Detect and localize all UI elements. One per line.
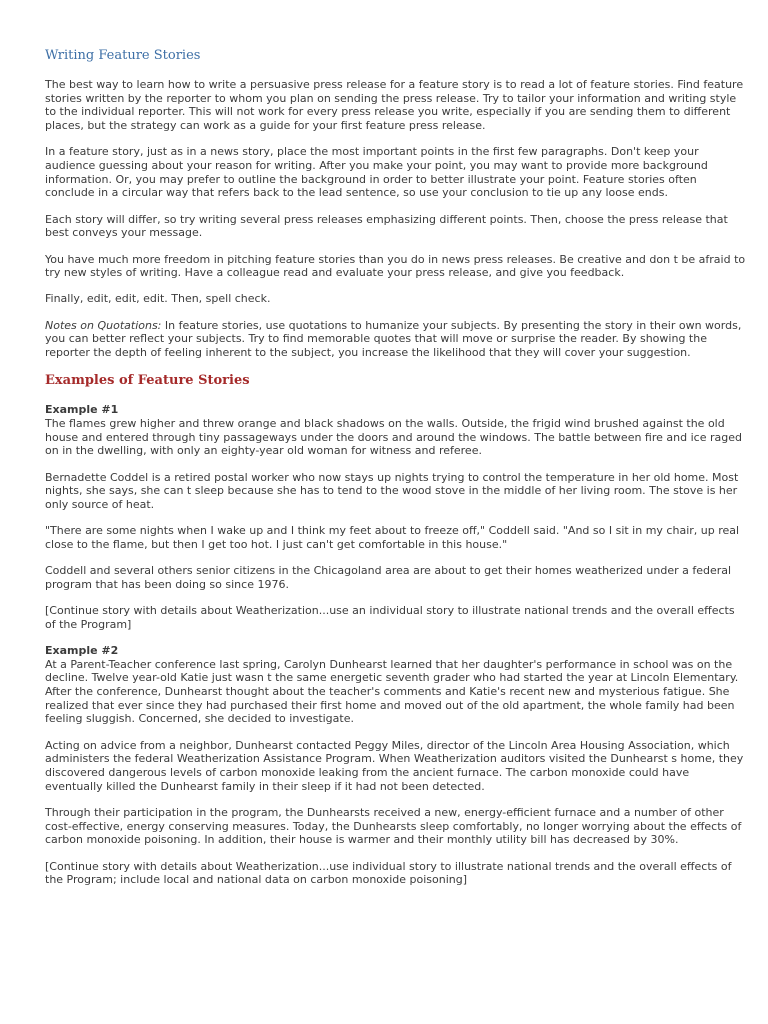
- example-paragraph: Bernadette Coddel is a retired postal worker who now stays up nights trying to control the temperature in her old home. Most nights, she says, she can t sleep because she has to tend to the wood stove in the middle of her living room. The stove is her only source of heat.: [45, 470, 739, 511]
- intro-paragraph: The best way to learn how to write a persuasive press release for a feature story is to read a lot of feature stories. Find feature stories written by the reporter to whom you plan on sending the press release. Try to tailor your information and writing style to the individual reporter. This will not work for every press release you write, especially if you are sending them to different places, but the strategy can work as a guide for your first feature press release.: [45, 78, 744, 133]
- example-paragraph: Through their participation in the program, the Dunhearsts received a new, energy-efficient furnace and a number of other cost-effective, energy conserving measures. Today, the Dunhearsts sleep comfortably, no longer worrying about the effects of carbon monoxide poisoning. In addition, their house is warmer and their monthly utility bill has decreased by 30%.: [45, 805, 742, 847]
- example-block: [45, 403, 746, 458]
- notes-paragraph: [45, 319, 746, 360]
- example-label: Example #2: [45, 643, 119, 657]
- example-paragraph: Coddell and several others senior citizens in the Chicagoland area are about to get their homes weatherized under a federal program that has been doing so since 1976.: [45, 564, 732, 591]
- example-paragraph: "There are some nights when I wake up and I think my feet about to freeze off," Coddell said. "And so I sit in my chair, up real close to the flame, but then I get too hot. I just can't get comfortable in this house.": [45, 524, 740, 551]
- example-paragraph: [Continue story with details about Weatherization...use individual story to illustrate national trends and the overall effects of the Program; include local and national data on carbon monoxide poisoning]: [45, 859, 732, 887]
- intro-paragraph: Each story will differ, so try writing several press releases emphasizing different points. Then, choose the press release that best conveys your message.: [45, 212, 728, 240]
- example-label: Example #1: [45, 403, 119, 417]
- examples-heading: Examples of Feature Stories: [45, 373, 250, 389]
- example-paragraph: At a Parent-Teacher conference last spring, Carolyn Dunhearst learned that her daughter's performance in school was on the decline. Twelve year-old Katie just wasn t the same energetic seventh grader who had started the year at Lincoln Elementary. After the conference, Dunhearst thought about the teacher's comments and Katie's recent new and mysterious fatigue. She realized that ever since they had purchased their first home and moved out of the old apartment, the whole family had been feeling sluggish. Concerned, she decided to investigate.: [45, 657, 739, 726]
- notes-text: In feature stories, use quotations to humanize your subjects. By presenting the story in their own words, you can better reflect your subjects. Try to find memorable quotes that will move or surprise the reader. By showing the reporter the depth of feeling inherent to the subject, you increase the likelihood that they will cover your suggestion.: [45, 318, 742, 360]
- example-paragraph: [Continue story with details about Weatherization...use an individual story to illustrate national trends and the overall effects of the Program]: [45, 603, 735, 631]
- example-block: [45, 644, 746, 726]
- notes-label: Notes on Quotations:: [45, 318, 162, 332]
- intro-paragraph: You have much more freedom in pitching feature stories than you do in news press releases. Be creative and don t be afraid to try new styles of writing. Have a colleague read and evaluate your press release, and give you feedback.: [45, 252, 746, 280]
- example-paragraph: The flames grew higher and threw orange and black shadows on the walls. Outside, the frigid wind brushed against the old house and entered through tiny passageways under the doors and around the windows. The battle between fire and ice raged on in the dwelling, with only an eighty-year old woman for witness and referee.: [45, 416, 742, 458]
- example-paragraph: Acting on advice from a neighbor, Dunhearst contacted Peggy Miles, director of the Lincoln Area Housing Association, which administers the federal Weatherization Assistance Program. When Weatherization auditors visited the Dunhearst s home, they discovered dangerous levels of carbon monoxide leaking from the ancient furnace. The carbon monoxide could have eventually killed the Dunhearst family in their sleep if it had not been detected.: [45, 738, 744, 793]
- intro-paragraph: In a feature story, just as in a news story, place the most important points in the first few paragraphs. Don't keep your audience guessing about your reason for writing. After you make your point, you may want to provide more background information. Or, you may prefer to outline the background in order to better illustrate your point. Feature stories often conclude in a circular way that refers back to the lead sentence, so use your conclusion to tie up any loose ends.: [45, 145, 708, 200]
- intro-paragraph: Finally, edit, edit, edit. Then, spell check.: [45, 292, 271, 306]
- document-title: Writing Feature Stories: [45, 48, 201, 63]
